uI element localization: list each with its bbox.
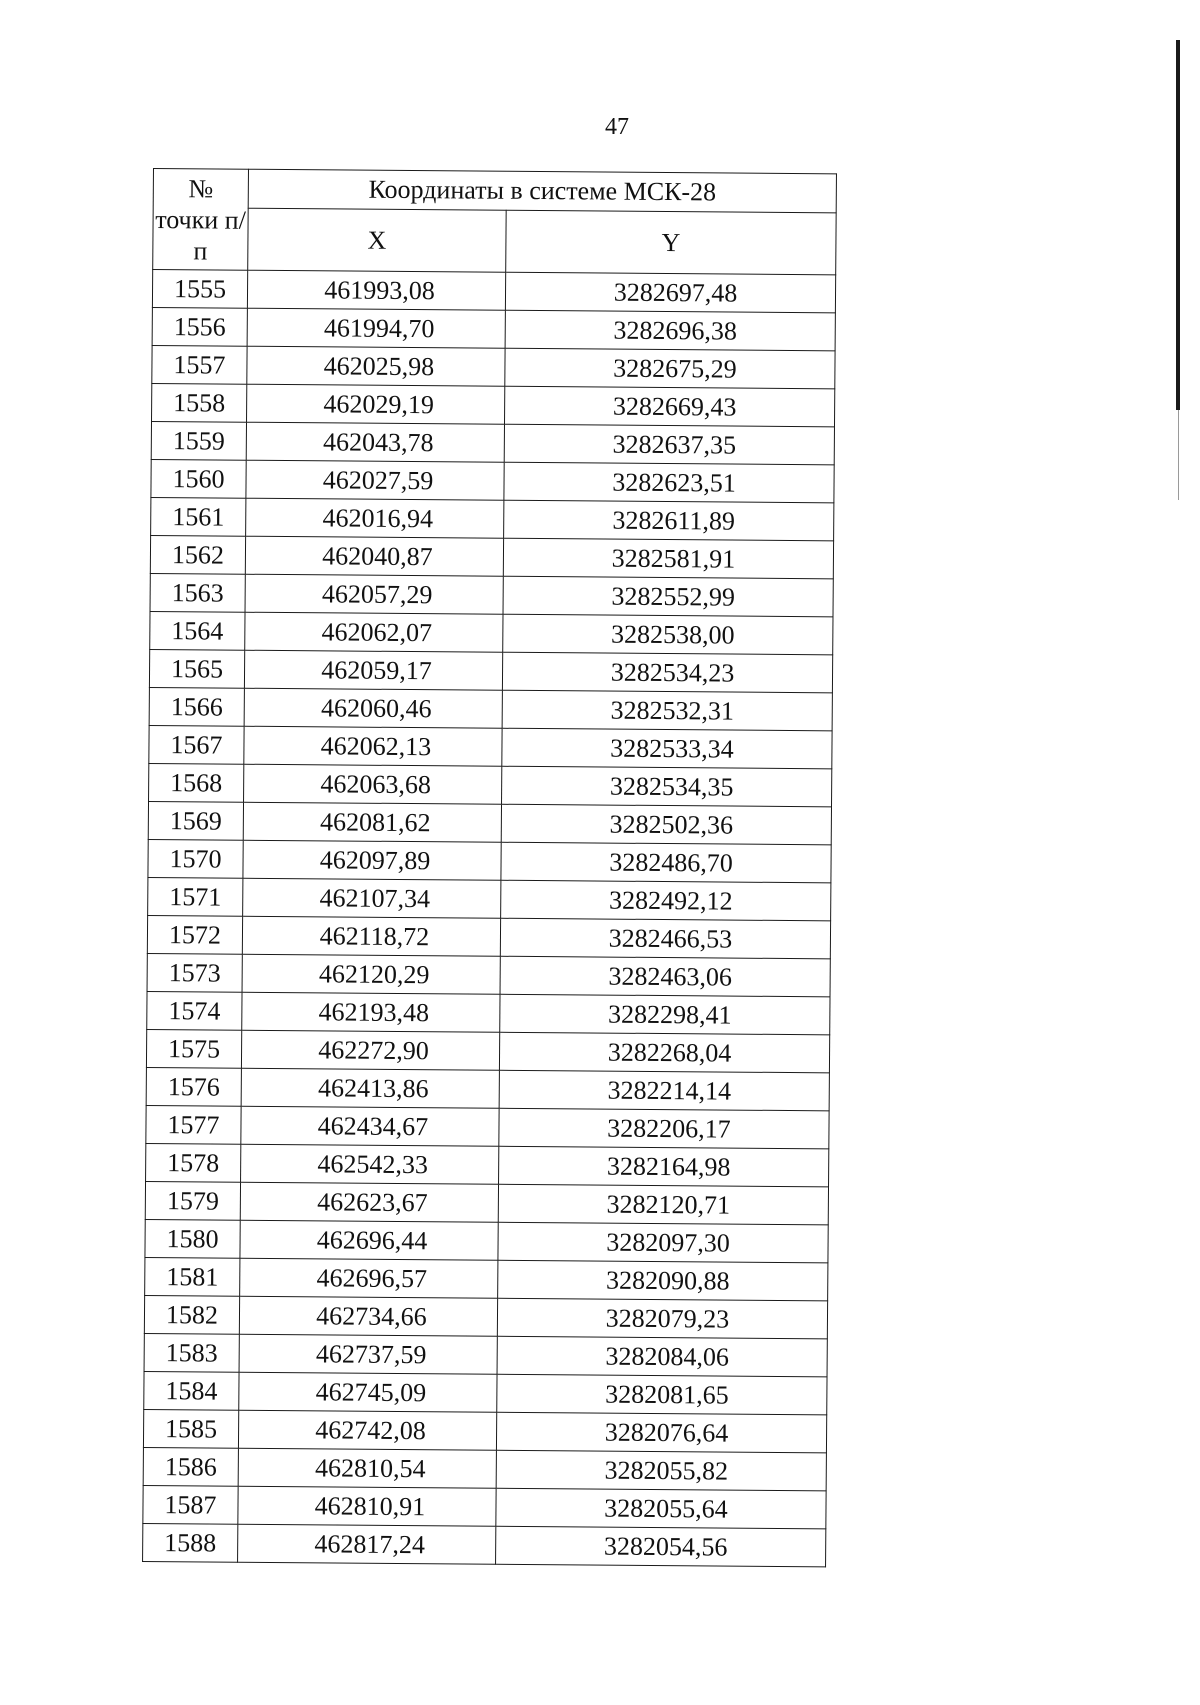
cell-x: 462062,13	[244, 726, 502, 766]
table-row	[149, 763, 832, 806]
page-number: 47	[605, 114, 629, 140]
table-row	[146, 1143, 829, 1186]
cell-point-number: 1576	[146, 1067, 241, 1106]
cell-x: 462059,17	[244, 650, 502, 690]
cell-x: 462413,86	[241, 1068, 499, 1108]
cell-y: 3282214,14	[499, 1070, 829, 1111]
cell-x: 462062,07	[245, 612, 503, 652]
table-row	[152, 383, 835, 426]
cell-x: 462696,44	[240, 1220, 498, 1260]
cell-point-number: 1555	[152, 270, 247, 309]
table-row	[151, 459, 834, 502]
header-coordinate-system: Координаты в системе МСК-28	[248, 169, 836, 213]
cell-point-number: 1584	[144, 1371, 239, 1410]
cell-y: 3282538,00	[503, 614, 833, 655]
table-row	[144, 1295, 827, 1338]
table-row	[143, 1447, 826, 1490]
table-row	[150, 611, 833, 654]
cell-x: 461993,08	[247, 270, 505, 310]
table-row	[149, 725, 832, 768]
cell-x: 462810,91	[238, 1486, 496, 1526]
cell-x: 462623,67	[240, 1182, 498, 1222]
cell-y: 3282623,51	[504, 462, 834, 503]
cell-point-number: 1580	[145, 1219, 240, 1258]
cell-y: 3282532,31	[502, 690, 832, 731]
cell-x: 462118,72	[242, 916, 500, 956]
cell-x: 462063,68	[244, 764, 502, 804]
table-row	[145, 1219, 828, 1262]
cell-point-number: 1563	[150, 573, 245, 612]
table-row	[152, 270, 835, 313]
cell-x: 462742,08	[238, 1410, 496, 1450]
table-row	[147, 991, 830, 1034]
table-row	[143, 1485, 826, 1528]
cell-y: 3282206,17	[499, 1108, 829, 1149]
table-row	[145, 1181, 828, 1224]
cell-y: 3282534,35	[502, 766, 832, 807]
scan-edge-mark	[1176, 40, 1180, 410]
cell-x: 462193,48	[242, 992, 500, 1032]
cell-point-number: 1588	[143, 1523, 238, 1562]
cell-y: 3282090,88	[498, 1260, 828, 1301]
cell-x: 462542,33	[241, 1144, 499, 1184]
cell-x: 462810,54	[238, 1448, 496, 1488]
cell-point-number: 1583	[144, 1333, 239, 1372]
scan-edge-mark-faint	[1178, 410, 1179, 500]
cell-y: 3282084,06	[497, 1336, 827, 1377]
cell-y: 3282581,91	[503, 538, 833, 579]
table-row	[148, 877, 831, 920]
cell-x: 462060,46	[244, 688, 502, 728]
cell-y: 3282669,43	[504, 386, 834, 427]
table-row	[152, 307, 835, 350]
cell-point-number: 1562	[150, 535, 245, 574]
cell-point-number: 1574	[147, 991, 242, 1030]
cell-y: 3282054,56	[496, 1526, 826, 1567]
table-row	[146, 1067, 829, 1110]
cell-y: 3282079,23	[497, 1298, 827, 1339]
cell-x: 462016,94	[246, 498, 504, 538]
cell-x: 462025,98	[247, 346, 505, 386]
cell-y: 3282675,29	[505, 348, 835, 389]
table-body	[143, 270, 836, 1567]
cell-y: 3282696,38	[505, 310, 835, 351]
cell-y: 3282081,65	[497, 1374, 827, 1415]
header-y: Y	[506, 211, 836, 275]
cell-point-number: 1585	[143, 1409, 238, 1448]
cell-point-number: 1582	[144, 1295, 239, 1334]
header-point-number: № точки п/п	[153, 169, 249, 271]
cell-y: 3282076,64	[496, 1412, 826, 1453]
table-row	[144, 1333, 827, 1376]
cell-point-number: 1571	[148, 877, 243, 916]
cell-x: 462029,19	[247, 384, 505, 424]
cell-y: 3282055,82	[496, 1450, 826, 1491]
table-row	[148, 839, 831, 882]
cell-point-number: 1575	[146, 1029, 241, 1068]
cell-y: 3282463,06	[500, 956, 830, 997]
cell-x: 462734,66	[239, 1296, 497, 1336]
cell-point-number: 1572	[147, 915, 242, 954]
table-row	[146, 1029, 829, 1072]
cell-y: 3282533,34	[502, 728, 832, 769]
table-row	[144, 1371, 827, 1414]
table-row	[149, 649, 832, 692]
cell-point-number: 1565	[149, 649, 244, 688]
cell-y: 3282552,99	[503, 576, 833, 617]
cell-x: 462043,78	[246, 422, 504, 462]
table-row	[150, 573, 833, 616]
cell-y: 3282055,64	[496, 1488, 826, 1529]
cell-point-number: 1568	[149, 763, 244, 802]
cell-y: 3282492,12	[501, 880, 831, 921]
table-row	[152, 345, 835, 388]
cell-point-number: 1578	[146, 1143, 241, 1182]
cell-point-number: 1577	[146, 1105, 241, 1144]
cell-point-number: 1586	[143, 1447, 238, 1486]
cell-x: 462817,24	[238, 1524, 496, 1564]
table-row	[145, 1257, 828, 1300]
cell-x: 462107,34	[243, 878, 501, 918]
cell-point-number: 1581	[145, 1257, 240, 1296]
table-row	[143, 1523, 826, 1566]
coordinates-table	[142, 168, 837, 1567]
cell-y: 3282502,36	[501, 804, 831, 845]
cell-point-number: 1567	[149, 725, 244, 764]
cell-point-number: 1558	[152, 383, 247, 422]
cell-y: 3282097,30	[498, 1222, 828, 1263]
cell-point-number: 1570	[148, 839, 243, 878]
cell-x: 462097,89	[243, 840, 501, 880]
table-row	[150, 535, 833, 578]
cell-point-number: 1579	[145, 1181, 240, 1220]
cell-x: 462027,59	[246, 460, 504, 500]
cell-y: 3282268,04	[499, 1032, 829, 1073]
cell-x: 462272,90	[241, 1030, 499, 1070]
cell-y: 3282466,53	[500, 918, 830, 959]
cell-point-number: 1556	[152, 307, 247, 346]
cell-y: 3282120,71	[498, 1184, 828, 1225]
table-row	[146, 1105, 829, 1148]
cell-y: 3282164,98	[499, 1146, 829, 1187]
cell-point-number: 1566	[149, 687, 244, 726]
cell-x: 462040,87	[245, 536, 503, 576]
cell-x: 462057,29	[245, 574, 503, 614]
cell-point-number: 1569	[148, 801, 243, 840]
cell-point-number: 1559	[151, 421, 246, 460]
table-row	[151, 497, 834, 540]
cell-x: 462081,62	[243, 802, 501, 842]
cell-y: 3282697,48	[505, 272, 835, 313]
cell-point-number: 1561	[151, 497, 246, 536]
cell-point-number: 1573	[147, 953, 242, 992]
table-row	[151, 421, 834, 464]
cell-y: 3282637,35	[504, 424, 834, 465]
header-x: X	[248, 209, 506, 273]
cell-y: 3282298,41	[500, 994, 830, 1035]
cell-y: 3282611,89	[504, 500, 834, 541]
table-row	[147, 915, 830, 958]
cell-y: 3282534,23	[502, 652, 832, 693]
table-row	[147, 953, 830, 996]
table-row	[148, 801, 831, 844]
table-row	[143, 1409, 826, 1452]
cell-point-number: 1557	[152, 345, 247, 384]
cell-x: 462737,59	[239, 1334, 497, 1374]
cell-x: 462745,09	[239, 1372, 497, 1412]
cell-y: 3282486,70	[501, 842, 831, 883]
cell-x: 462120,29	[242, 954, 500, 994]
cell-x: 462434,67	[241, 1106, 499, 1146]
cell-point-number: 1560	[151, 459, 246, 498]
cell-x: 462696,57	[240, 1258, 498, 1298]
cell-point-number: 1564	[150, 611, 245, 650]
cell-point-number: 1587	[143, 1485, 238, 1524]
table-row	[149, 687, 832, 730]
cell-x: 461994,70	[247, 308, 505, 348]
